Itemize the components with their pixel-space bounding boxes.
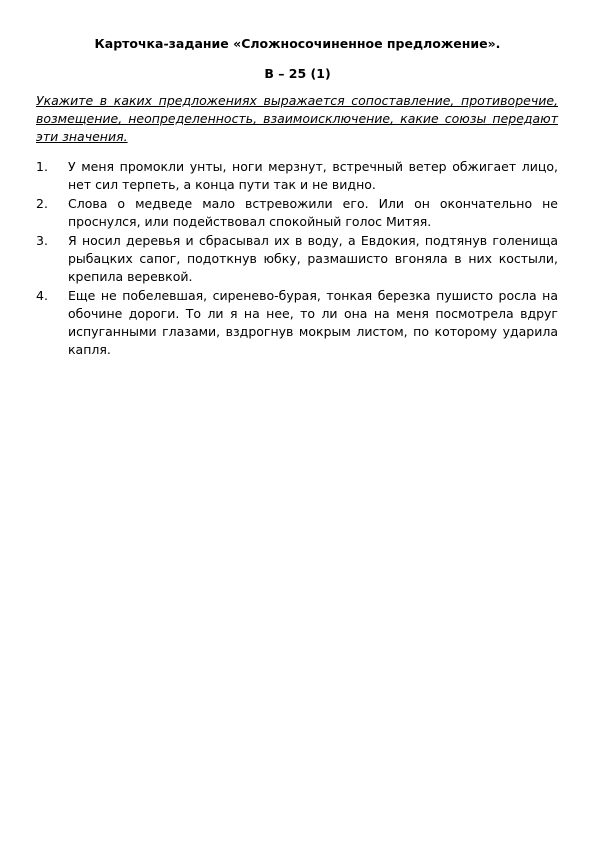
task-text: У меня промокли унты, ноги мерзнут, встречный ветер обжигает лицо, нет сил терпеть, а конца пути так и не видно.	[68, 159, 558, 192]
document-title: Карточка-задание «Сложносочиненное предложение».	[94, 36, 501, 51]
task-item-1	[36, 158, 558, 194]
task-text: Я носил деревья и сбрасывал их в воду, а Евдокия, подтянув голенища рыбацких сапог, подоткнув юбку, размашисто вгоняла в них костыли, крепила веревкой.	[68, 233, 558, 284]
task-list	[36, 158, 558, 360]
task-text: Слова о медведе мало встревожили его. Или он окончательно не проснулся, или подействовал спокойный голос Митяя.	[68, 196, 558, 229]
task-item-2	[36, 195, 558, 231]
variant-label: В – 25 (1)	[264, 66, 331, 81]
task-number: 3.	[36, 233, 48, 248]
task-number: 1.	[36, 159, 48, 174]
task-item-4	[36, 287, 558, 359]
task-instruction: Укажите в каких предложениях выражается сопоставление, противоречие, возмещение, неопределенность, взаимоисключение, какие союзы передают эти значения.	[36, 93, 558, 144]
task-number: 2.	[36, 196, 48, 211]
task-number: 4.	[36, 288, 48, 303]
task-text: Еще не побелевшая, сиренево-бурая, тонкая березка пушисто росла на обочине дороги. То ли я на нее, то ли она на меня посмотрела вдруг испуганными глазами, вздрогнув мокрым листом, по которому ударила капля.	[68, 288, 558, 357]
task-item-3	[36, 232, 558, 286]
